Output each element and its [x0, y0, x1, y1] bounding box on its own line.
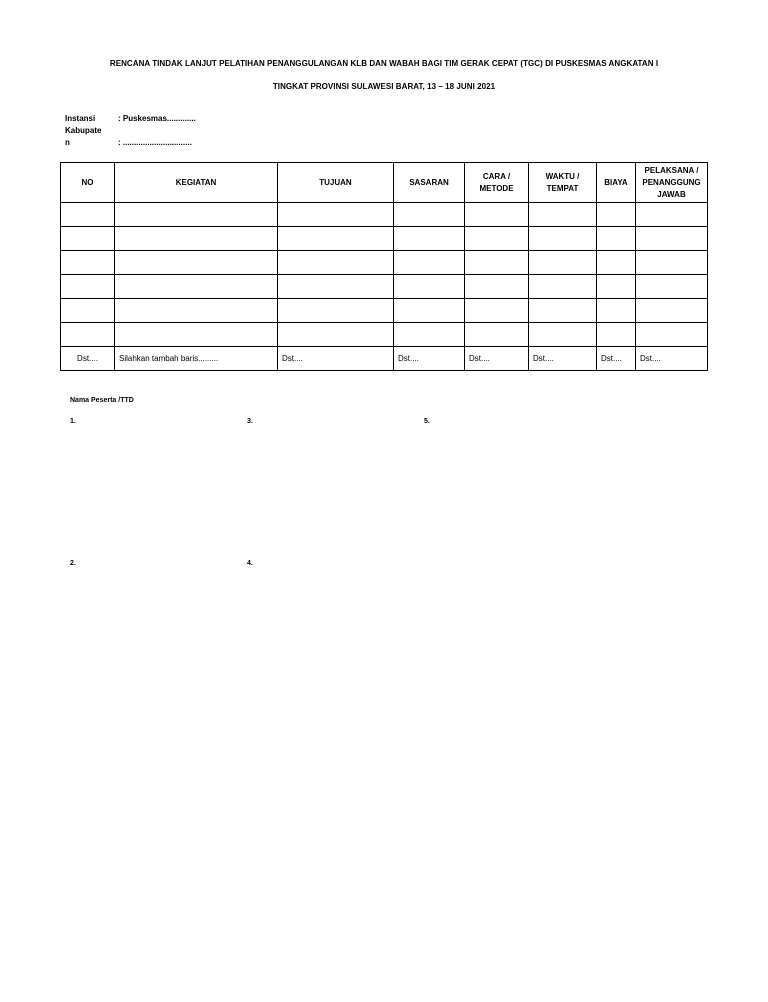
table-cell[interactable] [61, 227, 115, 251]
table-cell[interactable] [597, 323, 636, 347]
table-cell[interactable] [394, 299, 465, 323]
table-row-continue [61, 347, 708, 371]
cell-cara-dst[interactable]: Dst.... [465, 347, 529, 371]
table-cell[interactable] [61, 203, 115, 227]
table-cell[interactable] [115, 299, 278, 323]
kabupaten-label-wrap: n [65, 138, 70, 147]
document-subtitle: TINGKAT PROVINSI SULAWESI BARAT, 13 – 18 JUNI 2021 [272, 82, 496, 91]
rtl-table [60, 162, 708, 371]
table-cell[interactable] [636, 323, 708, 347]
table-row [61, 275, 708, 299]
header-kegiatan: KEGIATAN [115, 163, 278, 203]
table-cell[interactable] [278, 299, 394, 323]
table-cell[interactable] [529, 323, 597, 347]
table-cell[interactable] [278, 251, 394, 275]
table-cell[interactable] [597, 275, 636, 299]
table-cell[interactable] [394, 323, 465, 347]
header-cara-metode [465, 163, 529, 203]
table-cell[interactable] [597, 203, 636, 227]
header-cara-line1: CARA / [482, 171, 511, 181]
table-cell[interactable] [465, 227, 529, 251]
table-cell[interactable] [394, 227, 465, 251]
table-row [61, 299, 708, 323]
table-cell[interactable] [465, 251, 529, 275]
signature-slot-2: 2. [70, 560, 76, 567]
header-waktu-tempat [529, 163, 597, 203]
cell-waktu-dst[interactable]: Dst.... [529, 347, 597, 371]
table-cell[interactable] [115, 323, 278, 347]
table-cell[interactable] [278, 275, 394, 299]
header-cara-line2: METODE [479, 183, 514, 193]
table-cell[interactable] [278, 323, 394, 347]
table-cell[interactable] [61, 251, 115, 275]
header-sasaran: SASARAN [394, 163, 465, 203]
table-cell[interactable] [115, 275, 278, 299]
signature-slot-4: 4. [247, 560, 253, 567]
table-cell[interactable] [636, 275, 708, 299]
instansi-label: Instansi [65, 114, 96, 123]
signature-section-label: Nama Peserta /TTD [70, 397, 134, 404]
table-cell[interactable] [529, 203, 597, 227]
table-cell[interactable] [636, 203, 708, 227]
table-cell[interactable] [61, 323, 115, 347]
table-cell[interactable] [529, 275, 597, 299]
table-cell[interactable] [529, 227, 597, 251]
signature-slot-1: 1. [70, 418, 76, 425]
kabupaten-value: : ............................... [118, 138, 192, 147]
header-biaya: BIAYA [597, 163, 636, 203]
table-cell[interactable] [465, 203, 529, 227]
table-cell[interactable] [115, 251, 278, 275]
cell-biaya-dst[interactable]: Dst.... [597, 347, 636, 371]
table-cell[interactable] [597, 251, 636, 275]
cell-sasaran-dst[interactable]: Dst.... [394, 347, 465, 371]
header-waktu-line1: WAKTU / [545, 171, 580, 181]
table-cell[interactable] [636, 251, 708, 275]
table-cell[interactable] [529, 251, 597, 275]
table-cell[interactable] [394, 203, 465, 227]
table-cell[interactable] [278, 227, 394, 251]
header-pelaksana-line2: PENANGGUNG [642, 177, 701, 187]
table-cell[interactable] [597, 299, 636, 323]
cell-kegiatan-add-row[interactable]: Silahkan tambah baris......... [115, 347, 278, 371]
table-cell[interactable] [465, 299, 529, 323]
signature-slot-3: 3. [247, 418, 253, 425]
table-cell[interactable] [115, 203, 278, 227]
table-cell[interactable] [115, 227, 278, 251]
header-pelaksana-line1: PELAKSANA / [644, 165, 699, 175]
header-waktu-line2: TEMPAT [546, 183, 579, 193]
instansi-value: : Puskesmas............. [118, 114, 196, 123]
table-cell[interactable] [394, 275, 465, 299]
table-cell[interactable] [278, 203, 394, 227]
header-no: NO [61, 163, 115, 203]
signature-slot-5: 5. [424, 418, 430, 425]
table-header-row [61, 163, 708, 203]
table-cell[interactable] [636, 299, 708, 323]
table-cell[interactable] [61, 275, 115, 299]
table-row [61, 251, 708, 275]
table-row [61, 227, 708, 251]
cell-tujuan-dst[interactable]: Dst.... [278, 347, 394, 371]
header-pelaksana [636, 163, 708, 203]
table-cell[interactable] [465, 275, 529, 299]
table-cell[interactable] [597, 227, 636, 251]
table-row [61, 323, 708, 347]
cell-pelaksana-dst[interactable]: Dst.... [636, 347, 708, 371]
document-title: RENCANA TINDAK LANJUT PELATIHAN PENANGGULANGAN KLB DAN WABAH BAGI TIM GERAK CEPAT (TGC) DI PUSKESMAS ANGKATAN I [109, 59, 659, 68]
table-cell[interactable] [394, 251, 465, 275]
table-row [61, 203, 708, 227]
header-pelaksana-line3: JAWAB [657, 189, 686, 199]
table-cell[interactable] [61, 299, 115, 323]
table-cell[interactable] [636, 227, 708, 251]
cell-no-dst[interactable]: Dst.... [61, 347, 115, 371]
table-cell[interactable] [465, 323, 529, 347]
kabupaten-label: Kabupate [65, 126, 102, 135]
table-cell[interactable] [529, 299, 597, 323]
header-tujuan: TUJUAN [278, 163, 394, 203]
